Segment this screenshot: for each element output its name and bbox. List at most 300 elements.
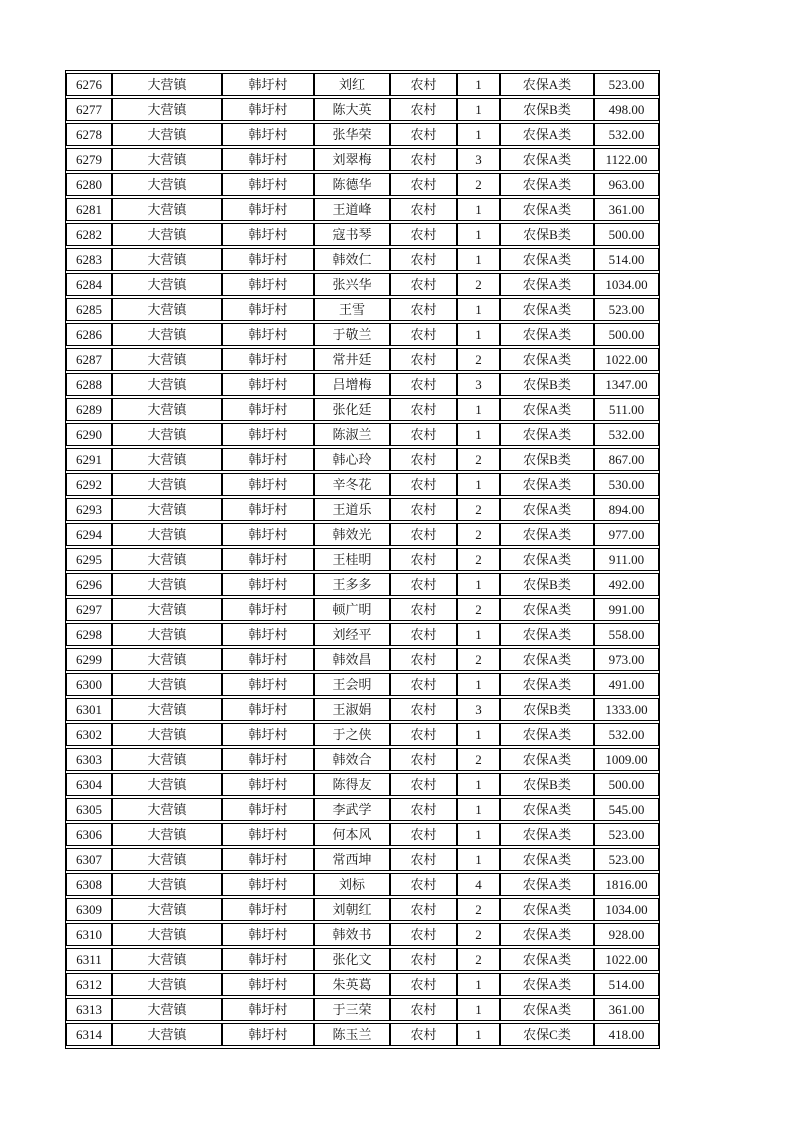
cell-insurance-category: 农保A类: [500, 523, 594, 546]
cell-amount: 1333.00: [594, 698, 659, 721]
cell-insurance-category: 农保A类: [500, 648, 594, 671]
cell-amount: 1347.00: [594, 373, 659, 396]
cell-person-count: 1: [457, 423, 500, 446]
cell-village: 韩圩村: [222, 348, 314, 371]
cell-serial-number: 6295: [66, 548, 112, 571]
cell-person-count: 1: [457, 973, 500, 996]
cell-town: 大营镇: [112, 298, 222, 321]
cell-serial-number: 6307: [66, 848, 112, 871]
cell-amount: 1022.00: [594, 348, 659, 371]
cell-serial-number: 6288: [66, 373, 112, 396]
cell-person-count: 3: [457, 148, 500, 171]
cell-village: 韩圩村: [222, 423, 314, 446]
cell-amount: 492.00: [594, 573, 659, 596]
table-row: [66, 398, 659, 421]
table-row: [66, 548, 659, 571]
cell-town: 大营镇: [112, 848, 222, 871]
table-row: [66, 448, 659, 471]
cell-village: 韩圩村: [222, 598, 314, 621]
cell-town: 大营镇: [112, 1023, 222, 1046]
cell-town: 大营镇: [112, 248, 222, 271]
cell-village: 韩圩村: [222, 298, 314, 321]
cell-insurance-category: 农保B类: [500, 573, 594, 596]
cell-village: 韩圩村: [222, 698, 314, 721]
cell-serial-number: 6313: [66, 998, 112, 1021]
cell-insurance-category: 农保A类: [500, 198, 594, 221]
cell-serial-number: 6276: [66, 73, 112, 96]
cell-town: 大营镇: [112, 648, 222, 671]
cell-village: 韩圩村: [222, 1023, 314, 1046]
cell-serial-number: 6299: [66, 648, 112, 671]
cell-household-type: 农村: [390, 123, 457, 146]
cell-town: 大营镇: [112, 973, 222, 996]
cell-name: 陈德华: [314, 173, 390, 196]
cell-household-type: 农村: [390, 448, 457, 471]
cell-serial-number: 6289: [66, 398, 112, 421]
cell-village: 韩圩村: [222, 573, 314, 596]
cell-serial-number: 6284: [66, 273, 112, 296]
cell-household-type: 农村: [390, 398, 457, 421]
cell-name: 张兴华: [314, 273, 390, 296]
cell-household-type: 农村: [390, 698, 457, 721]
cell-serial-number: 6312: [66, 973, 112, 996]
cell-town: 大营镇: [112, 998, 222, 1021]
cell-name: 张化廷: [314, 398, 390, 421]
cell-village: 韩圩村: [222, 473, 314, 496]
cell-amount: 1022.00: [594, 948, 659, 971]
cell-amount: 500.00: [594, 323, 659, 346]
cell-insurance-category: 农保A类: [500, 848, 594, 871]
cell-person-count: 2: [457, 448, 500, 471]
cell-serial-number: 6277: [66, 98, 112, 121]
cell-insurance-category: 农保B类: [500, 448, 594, 471]
cell-person-count: 2: [457, 173, 500, 196]
cell-person-count: 1: [457, 123, 500, 146]
cell-name: 王道峰: [314, 198, 390, 221]
cell-village: 韩圩村: [222, 948, 314, 971]
cell-insurance-category: 农保A类: [500, 398, 594, 421]
cell-person-count: 1: [457, 823, 500, 846]
cell-amount: 491.00: [594, 673, 659, 696]
cell-amount: 867.00: [594, 448, 659, 471]
cell-person-count: 2: [457, 348, 500, 371]
cell-household-type: 农村: [390, 773, 457, 796]
benefits-table: [65, 70, 660, 1049]
table-row: [66, 123, 659, 146]
cell-name: 刘翠梅: [314, 148, 390, 171]
cell-person-count: 1: [457, 848, 500, 871]
cell-insurance-category: 农保B类: [500, 223, 594, 246]
cell-insurance-category: 农保A类: [500, 548, 594, 571]
cell-amount: 511.00: [594, 398, 659, 421]
cell-village: 韩圩村: [222, 873, 314, 896]
cell-person-count: 2: [457, 648, 500, 671]
cell-person-count: 2: [457, 923, 500, 946]
cell-name: 陈淑兰: [314, 423, 390, 446]
cell-insurance-category: 农保A类: [500, 948, 594, 971]
table-row: [66, 848, 659, 871]
table-row: [66, 198, 659, 221]
cell-insurance-category: 农保A类: [500, 123, 594, 146]
cell-insurance-category: 农保A类: [500, 298, 594, 321]
cell-name: 李武学: [314, 798, 390, 821]
table-row: [66, 873, 659, 896]
cell-insurance-category: 农保A类: [500, 973, 594, 996]
cell-insurance-category: 农保A类: [500, 873, 594, 896]
cell-town: 大营镇: [112, 198, 222, 221]
cell-name: 常西坤: [314, 848, 390, 871]
cell-village: 韩圩村: [222, 848, 314, 871]
cell-village: 韩圩村: [222, 223, 314, 246]
table-row: [66, 948, 659, 971]
cell-household-type: 农村: [390, 873, 457, 896]
cell-serial-number: 6302: [66, 723, 112, 746]
cell-serial-number: 6301: [66, 698, 112, 721]
cell-village: 韩圩村: [222, 623, 314, 646]
cell-person-count: 2: [457, 273, 500, 296]
cell-person-count: 1: [457, 1023, 500, 1046]
cell-village: 韩圩村: [222, 73, 314, 96]
cell-name: 陈大英: [314, 98, 390, 121]
cell-name: 于敬兰: [314, 323, 390, 346]
cell-person-count: 2: [457, 548, 500, 571]
cell-household-type: 农村: [390, 598, 457, 621]
cell-serial-number: 6286: [66, 323, 112, 346]
cell-serial-number: 6279: [66, 148, 112, 171]
table-row: [66, 523, 659, 546]
cell-name: 于之侠: [314, 723, 390, 746]
cell-insurance-category: 农保B类: [500, 98, 594, 121]
cell-household-type: 农村: [390, 98, 457, 121]
cell-name: 王桂明: [314, 548, 390, 571]
cell-serial-number: 6293: [66, 498, 112, 521]
cell-serial-number: 6285: [66, 298, 112, 321]
cell-person-count: 1: [457, 198, 500, 221]
cell-household-type: 农村: [390, 573, 457, 596]
table-row: [66, 573, 659, 596]
cell-household-type: 农村: [390, 73, 457, 96]
cell-insurance-category: 农保A类: [500, 148, 594, 171]
table-row: [66, 723, 659, 746]
cell-village: 韩圩村: [222, 398, 314, 421]
cell-amount: 911.00: [594, 548, 659, 571]
cell-village: 韩圩村: [222, 823, 314, 846]
cell-insurance-category: 农保A类: [500, 623, 594, 646]
cell-insurance-category: 农保B类: [500, 698, 594, 721]
table-row: [66, 898, 659, 921]
cell-name: 陈玉兰: [314, 1023, 390, 1046]
cell-town: 大营镇: [112, 948, 222, 971]
cell-amount: 361.00: [594, 998, 659, 1021]
cell-town: 大营镇: [112, 523, 222, 546]
cell-town: 大营镇: [112, 923, 222, 946]
cell-amount: 523.00: [594, 823, 659, 846]
table-row: [66, 148, 659, 171]
cell-name: 韩效仁: [314, 248, 390, 271]
cell-insurance-category: 农保A类: [500, 423, 594, 446]
cell-town: 大营镇: [112, 223, 222, 246]
cell-serial-number: 6296: [66, 573, 112, 596]
cell-household-type: 农村: [390, 523, 457, 546]
cell-name: 韩效光: [314, 523, 390, 546]
cell-household-type: 农村: [390, 498, 457, 521]
cell-village: 韩圩村: [222, 748, 314, 771]
cell-town: 大营镇: [112, 323, 222, 346]
cell-insurance-category: 农保B类: [500, 773, 594, 796]
cell-name: 辛冬花: [314, 473, 390, 496]
cell-amount: 532.00: [594, 123, 659, 146]
cell-town: 大营镇: [112, 473, 222, 496]
cell-amount: 514.00: [594, 973, 659, 996]
cell-town: 大营镇: [112, 723, 222, 746]
cell-village: 韩圩村: [222, 998, 314, 1021]
cell-name: 常井廷: [314, 348, 390, 371]
cell-household-type: 农村: [390, 898, 457, 921]
cell-amount: 894.00: [594, 498, 659, 521]
cell-name: 刘红: [314, 73, 390, 96]
cell-person-count: 3: [457, 698, 500, 721]
cell-serial-number: 6303: [66, 748, 112, 771]
cell-serial-number: 6311: [66, 948, 112, 971]
cell-serial-number: 6297: [66, 598, 112, 621]
cell-household-type: 农村: [390, 173, 457, 196]
cell-insurance-category: 农保B类: [500, 373, 594, 396]
cell-person-count: 1: [457, 623, 500, 646]
cell-village: 韩圩村: [222, 973, 314, 996]
cell-name: 刘标: [314, 873, 390, 896]
cell-insurance-category: 农保A类: [500, 173, 594, 196]
cell-town: 大营镇: [112, 823, 222, 846]
cell-person-count: 1: [457, 773, 500, 796]
cell-town: 大营镇: [112, 98, 222, 121]
cell-name: 何本风: [314, 823, 390, 846]
cell-name: 韩效书: [314, 923, 390, 946]
table-row: [66, 673, 659, 696]
cell-amount: 523.00: [594, 298, 659, 321]
table-row: [66, 973, 659, 996]
cell-insurance-category: 农保C类: [500, 1023, 594, 1046]
cell-insurance-category: 农保A类: [500, 673, 594, 696]
cell-town: 大营镇: [112, 873, 222, 896]
cell-person-count: 1: [457, 223, 500, 246]
cell-name: 韩效合: [314, 748, 390, 771]
table-row: [66, 248, 659, 271]
cell-insurance-category: 农保A类: [500, 748, 594, 771]
cell-town: 大营镇: [112, 148, 222, 171]
cell-amount: 500.00: [594, 223, 659, 246]
cell-insurance-category: 农保A类: [500, 248, 594, 271]
cell-amount: 500.00: [594, 773, 659, 796]
cell-town: 大营镇: [112, 398, 222, 421]
cell-insurance-category: 农保A类: [500, 473, 594, 496]
cell-village: 韩圩村: [222, 448, 314, 471]
cell-household-type: 农村: [390, 823, 457, 846]
cell-serial-number: 6309: [66, 898, 112, 921]
table-row: [66, 423, 659, 446]
cell-village: 韩圩村: [222, 798, 314, 821]
cell-name: 王会明: [314, 673, 390, 696]
cell-serial-number: 6314: [66, 1023, 112, 1046]
cell-person-count: 2: [457, 748, 500, 771]
table-row: [66, 598, 659, 621]
table-row: [66, 923, 659, 946]
cell-amount: 532.00: [594, 423, 659, 446]
cell-serial-number: 6291: [66, 448, 112, 471]
table-row: [66, 498, 659, 521]
cell-town: 大营镇: [112, 573, 222, 596]
cell-village: 韩圩村: [222, 673, 314, 696]
cell-amount: 523.00: [594, 848, 659, 871]
cell-village: 韩圩村: [222, 98, 314, 121]
cell-name: 刘经平: [314, 623, 390, 646]
cell-amount: 530.00: [594, 473, 659, 496]
cell-town: 大营镇: [112, 423, 222, 446]
cell-town: 大营镇: [112, 798, 222, 821]
cell-amount: 1122.00: [594, 148, 659, 171]
cell-amount: 1034.00: [594, 898, 659, 921]
cell-village: 韩圩村: [222, 523, 314, 546]
cell-person-count: 1: [457, 298, 500, 321]
cell-household-type: 农村: [390, 1023, 457, 1046]
cell-household-type: 农村: [390, 923, 457, 946]
cell-town: 大营镇: [112, 373, 222, 396]
cell-name: 于三荣: [314, 998, 390, 1021]
cell-name: 朱英葛: [314, 973, 390, 996]
cell-household-type: 农村: [390, 723, 457, 746]
cell-serial-number: 6282: [66, 223, 112, 246]
table-row: [66, 273, 659, 296]
cell-amount: 545.00: [594, 798, 659, 821]
cell-household-type: 农村: [390, 373, 457, 396]
cell-serial-number: 6292: [66, 473, 112, 496]
table-row: [66, 748, 659, 771]
cell-serial-number: 6281: [66, 198, 112, 221]
table-row: [66, 1023, 659, 1046]
cell-amount: 361.00: [594, 198, 659, 221]
cell-person-count: 2: [457, 948, 500, 971]
cell-name: 顿广明: [314, 598, 390, 621]
cell-serial-number: 6278: [66, 123, 112, 146]
cell-insurance-category: 农保A类: [500, 998, 594, 1021]
cell-village: 韩圩村: [222, 248, 314, 271]
cell-village: 韩圩村: [222, 923, 314, 946]
cell-household-type: 农村: [390, 348, 457, 371]
cell-insurance-category: 农保A类: [500, 348, 594, 371]
cell-amount: 928.00: [594, 923, 659, 946]
cell-person-count: 1: [457, 473, 500, 496]
cell-household-type: 农村: [390, 848, 457, 871]
cell-village: 韩圩村: [222, 723, 314, 746]
cell-town: 大营镇: [112, 273, 222, 296]
cell-insurance-category: 农保A类: [500, 823, 594, 846]
cell-person-count: 1: [457, 573, 500, 596]
cell-amount: 1034.00: [594, 273, 659, 296]
cell-village: 韩圩村: [222, 548, 314, 571]
cell-village: 韩圩村: [222, 273, 314, 296]
cell-amount: 523.00: [594, 73, 659, 96]
cell-village: 韩圩村: [222, 173, 314, 196]
cell-household-type: 农村: [390, 298, 457, 321]
cell-town: 大营镇: [112, 73, 222, 96]
cell-village: 韩圩村: [222, 898, 314, 921]
cell-town: 大营镇: [112, 548, 222, 571]
cell-insurance-category: 农保A类: [500, 923, 594, 946]
cell-amount: 498.00: [594, 98, 659, 121]
table-row: [66, 73, 659, 96]
cell-household-type: 农村: [390, 948, 457, 971]
cell-serial-number: 6304: [66, 773, 112, 796]
cell-name: 王淑娟: [314, 698, 390, 721]
cell-town: 大营镇: [112, 623, 222, 646]
cell-amount: 1816.00: [594, 873, 659, 896]
cell-household-type: 农村: [390, 223, 457, 246]
cell-serial-number: 6310: [66, 923, 112, 946]
cell-household-type: 农村: [390, 798, 457, 821]
table-row: [66, 998, 659, 1021]
cell-town: 大营镇: [112, 173, 222, 196]
cell-household-type: 农村: [390, 323, 457, 346]
cell-town: 大营镇: [112, 448, 222, 471]
cell-town: 大营镇: [112, 598, 222, 621]
cell-amount: 1009.00: [594, 748, 659, 771]
cell-person-count: 2: [457, 898, 500, 921]
table-row: [66, 798, 659, 821]
cell-person-count: 1: [457, 73, 500, 96]
table-row: [66, 98, 659, 121]
cell-serial-number: 6300: [66, 673, 112, 696]
table-row: [66, 173, 659, 196]
cell-amount: 514.00: [594, 248, 659, 271]
cell-town: 大营镇: [112, 123, 222, 146]
cell-town: 大营镇: [112, 498, 222, 521]
cell-village: 韩圩村: [222, 123, 314, 146]
cell-insurance-category: 农保A类: [500, 798, 594, 821]
cell-person-count: 1: [457, 398, 500, 421]
cell-household-type: 农村: [390, 973, 457, 996]
cell-village: 韩圩村: [222, 323, 314, 346]
cell-name: 韩效昌: [314, 648, 390, 671]
cell-serial-number: 6290: [66, 423, 112, 446]
table-row: [66, 623, 659, 646]
cell-person-count: 1: [457, 98, 500, 121]
cell-town: 大营镇: [112, 748, 222, 771]
cell-household-type: 农村: [390, 148, 457, 171]
cell-insurance-category: 农保A类: [500, 323, 594, 346]
cell-insurance-category: 农保A类: [500, 598, 594, 621]
cell-serial-number: 6287: [66, 348, 112, 371]
cell-household-type: 农村: [390, 423, 457, 446]
cell-insurance-category: 农保A类: [500, 273, 594, 296]
table-row: [66, 698, 659, 721]
cell-village: 韩圩村: [222, 498, 314, 521]
cell-amount: 558.00: [594, 623, 659, 646]
table-row: [66, 648, 659, 671]
cell-village: 韩圩村: [222, 373, 314, 396]
cell-name: 寇书琴: [314, 223, 390, 246]
cell-town: 大营镇: [112, 673, 222, 696]
cell-amount: 973.00: [594, 648, 659, 671]
cell-insurance-category: 农保A类: [500, 498, 594, 521]
cell-person-count: 2: [457, 523, 500, 546]
cell-village: 韩圩村: [222, 198, 314, 221]
cell-name: 张华荣: [314, 123, 390, 146]
cell-name: 陈得友: [314, 773, 390, 796]
table-row: [66, 473, 659, 496]
cell-amount: 418.00: [594, 1023, 659, 1046]
cell-person-count: 2: [457, 498, 500, 521]
table-row: [66, 323, 659, 346]
cell-amount: 963.00: [594, 173, 659, 196]
